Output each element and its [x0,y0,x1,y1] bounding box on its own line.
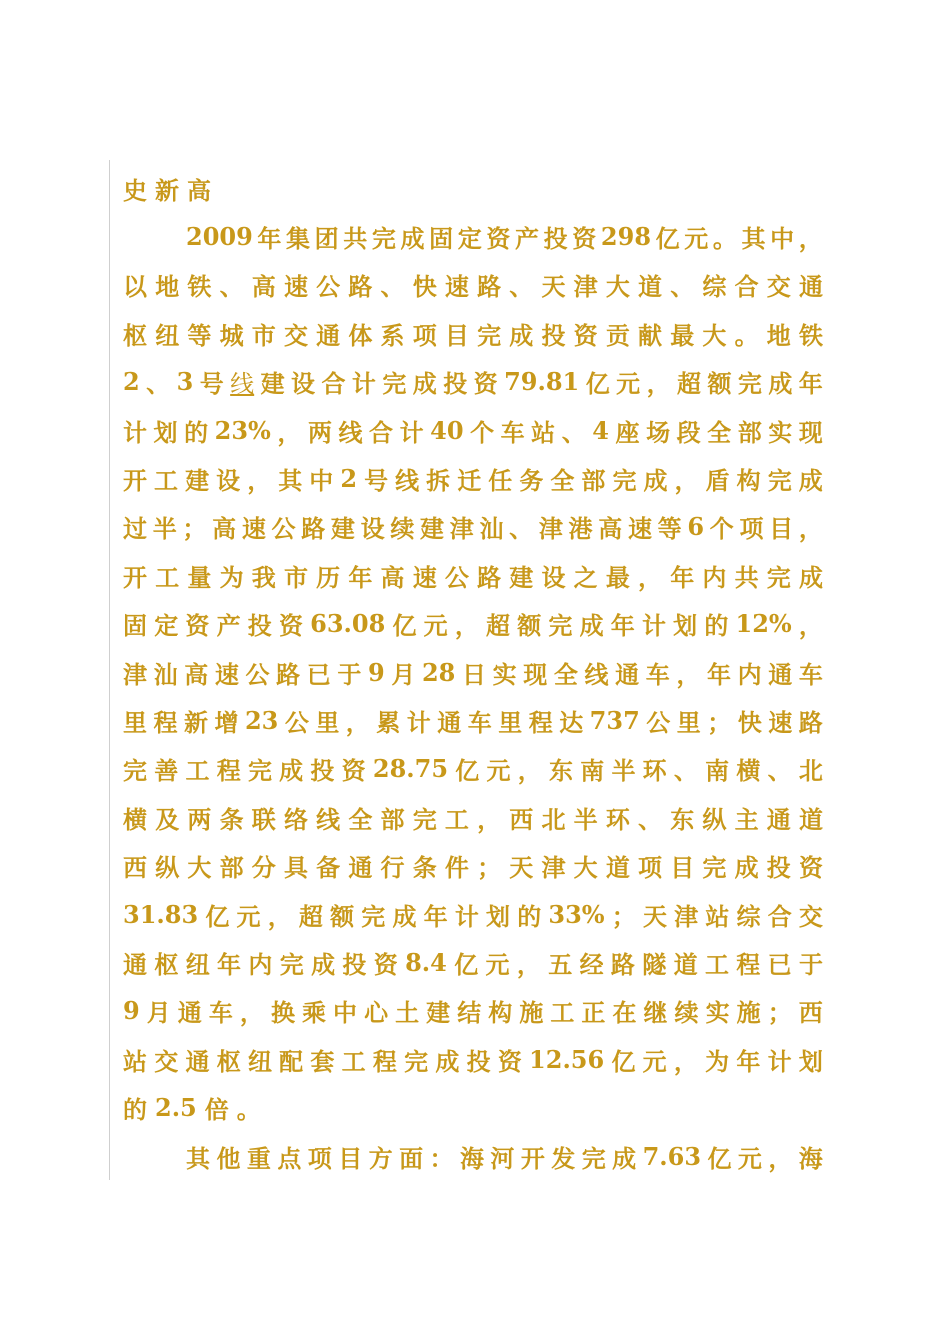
text-line: 固 定 资 产 投 资 63.08 亿 元 ， 超 额 完 成 年 计 划 的 12% ， [123,609,823,641]
text-line: 2 、 3 号 线 建 设 合 计 完 成 投 资 79.81 亿 元 ， 超 额 完 成 年 [123,358,823,406]
text-line: 史 新 高 [123,175,211,205]
text-line: 31.83 亿 元 ， 超 额 完 成 年 计 划 的 33% ； 天 津 站 综 合 交 [123,899,823,931]
text-line: 9 月 通 车 ， 换 乘 中 心 土 建 结 构 施 工 正 在 继 续 实 施 ； 西 [123,996,823,1028]
margin-rule [109,160,110,1180]
text-line: 计 划 的 23% ， 两 线 合 计 40 个 车 站 、 4 座 场 段 全 部 实 现 [123,415,823,447]
text-line: 过 半 ； 高 速 公 路 建 设 续 建 津 汕 、 津 港 高 速 等 6 个 项 目 ， [123,512,823,544]
text-line: 开 工 建 设 ， 其 中 2 号 线 拆 迁 任 务 全 部 完 成 ， 盾 构 完 成 [123,463,823,495]
text-line: 横 及 两 条 联 络 线 全 部 完 工 ， 西 北 半 环 、 东 纵 主 通 道 [123,804,823,834]
text-line: 津 汕 高 速 公 路 已 于 9 月 28 日 实 现 全 线 通 车 ， 年 内 通 车 [123,657,823,689]
text-line: 2009 年 集 团 共 完 成 固 定 资 产 投 资 298 亿 元 。 其 中 ， [186,221,823,253]
text-line: 枢 纽 等 城 市 交 通 体 系 项 目 完 成 投 资 贡 献 最 大 。 地 铁 [123,320,823,350]
text-line: 以 地 铁 、 高 速 公 路 、 快 速 路 、 天 津 大 道 、 综 合 交 通 [123,272,823,302]
text-line: 通 枢 纽 年 内 完 成 投 资 8.4 亿 元 ， 五 经 路 隧 道 工 程 已 于 [123,947,823,979]
underlined-word: 线 [230,370,255,399]
text-line: 的 2.5 倍 。 [123,1093,261,1125]
text-line: 完 善 工 程 完 成 投 资 28.75 亿 元 ， 东 南 半 环 、 南 横 、 北 [123,754,823,786]
text-line: 开 工 量 为 我 市 历 年 高 速 公 路 建 设 之 最 ， 年 内 共 完 成 [123,562,823,592]
text-line: 里 程 新 增 23 公 里 ， 累 计 通 车 里 程 达 737 公 里 ； 快 速 路 [123,705,823,737]
text-line: 其 他 重 点 项 目 方 面 ： 海 河 开 发 完 成 7.63 亿 元 ， 海 [186,1141,823,1173]
text-line: 站 交 通 枢 纽 配 套 工 程 完 成 投 资 12.56 亿 元 ， 为 年 计 划 [123,1044,823,1076]
text-line: 西 纵 大 部 分 具 备 通 行 条 件 ； 天 津 大 道 项 目 完 成 投 资 [123,853,823,883]
